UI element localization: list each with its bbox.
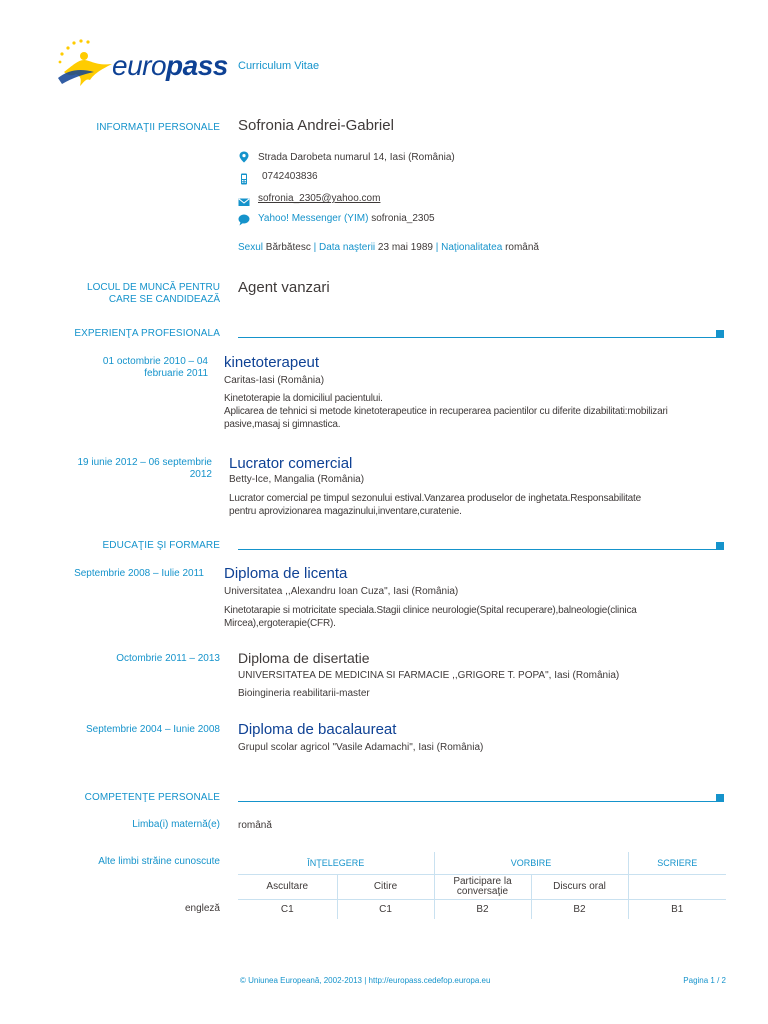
education-date: Septembrie 2004 – Iunie 2008	[86, 724, 220, 735]
subheader-line: conversaţie	[456, 885, 509, 897]
email-link[interactable]: sofronia_2305@yahoo.com	[258, 193, 381, 204]
nationality-label: Naţionalitatea	[441, 242, 503, 253]
birth-label: Data naşterii	[319, 242, 376, 253]
job-label	[40, 282, 220, 306]
section-personal-info: INFORMAŢII PERSONALE	[96, 122, 220, 133]
phone-icon	[238, 173, 250, 185]
section-marker	[716, 794, 724, 802]
education-title: Diploma de disertatie	[238, 650, 370, 666]
section-education: EDUCAŢIE ŞI FORMARE	[102, 540, 220, 551]
section-personal-skills: COMPETENŢE PERSONALE	[84, 792, 220, 803]
nationality-value: română	[505, 242, 539, 253]
subheader-spoken-production: Discurs oral	[531, 874, 628, 899]
header-writing: SCRIERE	[628, 852, 726, 874]
level-spoken-interaction: B2	[434, 899, 531, 919]
level-writing: B1	[628, 899, 726, 919]
description-line: Mircea),ergoterapie(CFR).	[224, 618, 336, 629]
level-spoken-production: B2	[531, 899, 628, 919]
language-name: engleză	[184, 903, 220, 914]
other-languages-label: Alte limbi străine cunoscute	[98, 856, 220, 867]
section-rule	[238, 549, 718, 550]
header-speaking: VORBIRE	[434, 852, 628, 874]
sex-value: Bărbătesc	[265, 242, 311, 253]
separator: |	[435, 242, 439, 253]
separator: |	[364, 976, 367, 985]
education-title: Diploma de bacalaureat	[238, 721, 397, 738]
sex-label: Sexul	[238, 242, 264, 253]
section-marker	[716, 330, 724, 338]
messenger-value: sofronia_2305	[371, 213, 435, 224]
mother-tongue-value: română	[238, 820, 272, 831]
person-name: Sofronia Andrei-Gabriel	[238, 117, 394, 134]
birth-value: 23 mai 1989	[377, 242, 433, 253]
date-line: februarie 2011	[144, 368, 208, 379]
experience-employer: Caritas-Iasi (România)	[224, 375, 325, 386]
education-organisation: Universitatea ,,Alexandru Ioan Cuza", Iasi (România)	[224, 586, 459, 597]
europass-logo	[54, 38, 228, 90]
description-line: pasive,masaj si gimnastica.	[224, 419, 341, 430]
subheader-listening: Ascultare	[238, 874, 337, 899]
date-line: 01 octombrie 2010 – 04	[102, 356, 208, 367]
job-value: Agent vanzari	[238, 279, 330, 296]
description-line: Aplicarea de tehnici si metode kinetoterapeutice in recuperarea pacientilor cu diferite dizabilitati:mobilizari	[224, 406, 668, 417]
logo-text-pass: pass	[166, 50, 228, 81]
separator: |	[313, 242, 317, 253]
section-rule	[238, 337, 718, 338]
experience-description	[224, 392, 726, 431]
header-understanding: ÎNŢELEGERE	[238, 852, 434, 874]
messenger-row	[258, 212, 435, 225]
section-marker	[716, 542, 724, 550]
education-date: Septembrie 2008 – Iulie 2011	[74, 568, 204, 579]
experience-description	[229, 492, 726, 518]
location-icon	[238, 151, 250, 163]
messenger-icon	[238, 214, 250, 226]
phone-number: 0742403836	[262, 171, 318, 182]
personal-details-row	[238, 241, 539, 254]
logo-text-euro: euro	[112, 50, 167, 81]
education-organisation: UNIVERSITATEA DE MEDICINA SI FARMACIE ,,GRIGORE T. POPA", Iasi (România)	[238, 670, 620, 681]
email-icon	[238, 196, 250, 208]
subheader-empty	[628, 874, 726, 899]
europass-url-link[interactable]: http://europass.cedefop.europa.eu	[368, 976, 491, 985]
experience-date	[28, 356, 208, 380]
language-grid-subheader	[238, 874, 726, 899]
date-line: 19 iunie 2012 – 06 septembrie	[77, 457, 212, 468]
subheader-spoken-interaction	[434, 874, 531, 899]
description-line: pentru aprovizionarea magazinului,inventare,curatenie.	[229, 506, 462, 517]
page-number: Pagina 1 / 2	[683, 976, 726, 985]
language-row	[238, 899, 726, 919]
document-title: Curriculum Vitae	[238, 60, 320, 72]
address: Strada Darobeta numarul 14, Iasi (România)	[258, 152, 455, 163]
mother-tongue-label: Limba(i) maternă(e)	[132, 819, 220, 830]
education-title: Diploma de licenta	[224, 565, 348, 582]
description-line: Kinetoterapie la domiciliul pacientului.	[224, 393, 383, 404]
subheader-line: Participare la	[453, 875, 512, 887]
date-line: 2012	[189, 469, 212, 480]
section-work-experience: EXPERIENŢA PROFESIONALA	[74, 328, 220, 339]
description-line: Lucrator comercial pe timpul sezonului estival.Vanzarea produselor de inghetata.Responsabilitate	[229, 493, 641, 504]
language-grid	[238, 852, 726, 919]
education-description: Bioingineria reabilitarii-master	[238, 688, 370, 699]
job-label-line1: LOCUL DE MUNCĂ PENTRU	[87, 282, 220, 293]
job-label-line2: CARE SE CANDIDEAZĂ	[108, 294, 220, 305]
education-date: Octombrie 2011 – 2013	[116, 653, 220, 664]
level-reading: C1	[337, 899, 434, 919]
europass-star-figure-icon	[54, 38, 114, 88]
messenger-label: Yahoo! Messenger (YIM)	[258, 213, 369, 224]
education-description	[224, 604, 726, 630]
education-organisation: Grupul scolar agricol "Vasile Adamachi", Iasi (România)	[238, 742, 484, 753]
description-line: Kinetotarapie si motricitate speciala.Stagii clinice neurologie(Spital recuperare),balneologie(clinica	[224, 605, 637, 616]
experience-title: Lucrator comercial	[229, 455, 353, 472]
experience-employer: Betty-Ice, Mangalia (România)	[229, 474, 365, 485]
language-grid-header	[238, 852, 726, 874]
copyright-text: © Uniunea Europeană, 2002-2013	[240, 976, 362, 985]
level-listening: C1	[238, 899, 337, 919]
section-rule	[238, 801, 718, 802]
experience-title: kinetoterapeut	[224, 354, 320, 371]
footer-copyright	[240, 976, 490, 985]
subheader-reading: Citire	[337, 874, 434, 899]
experience-date	[32, 457, 212, 481]
